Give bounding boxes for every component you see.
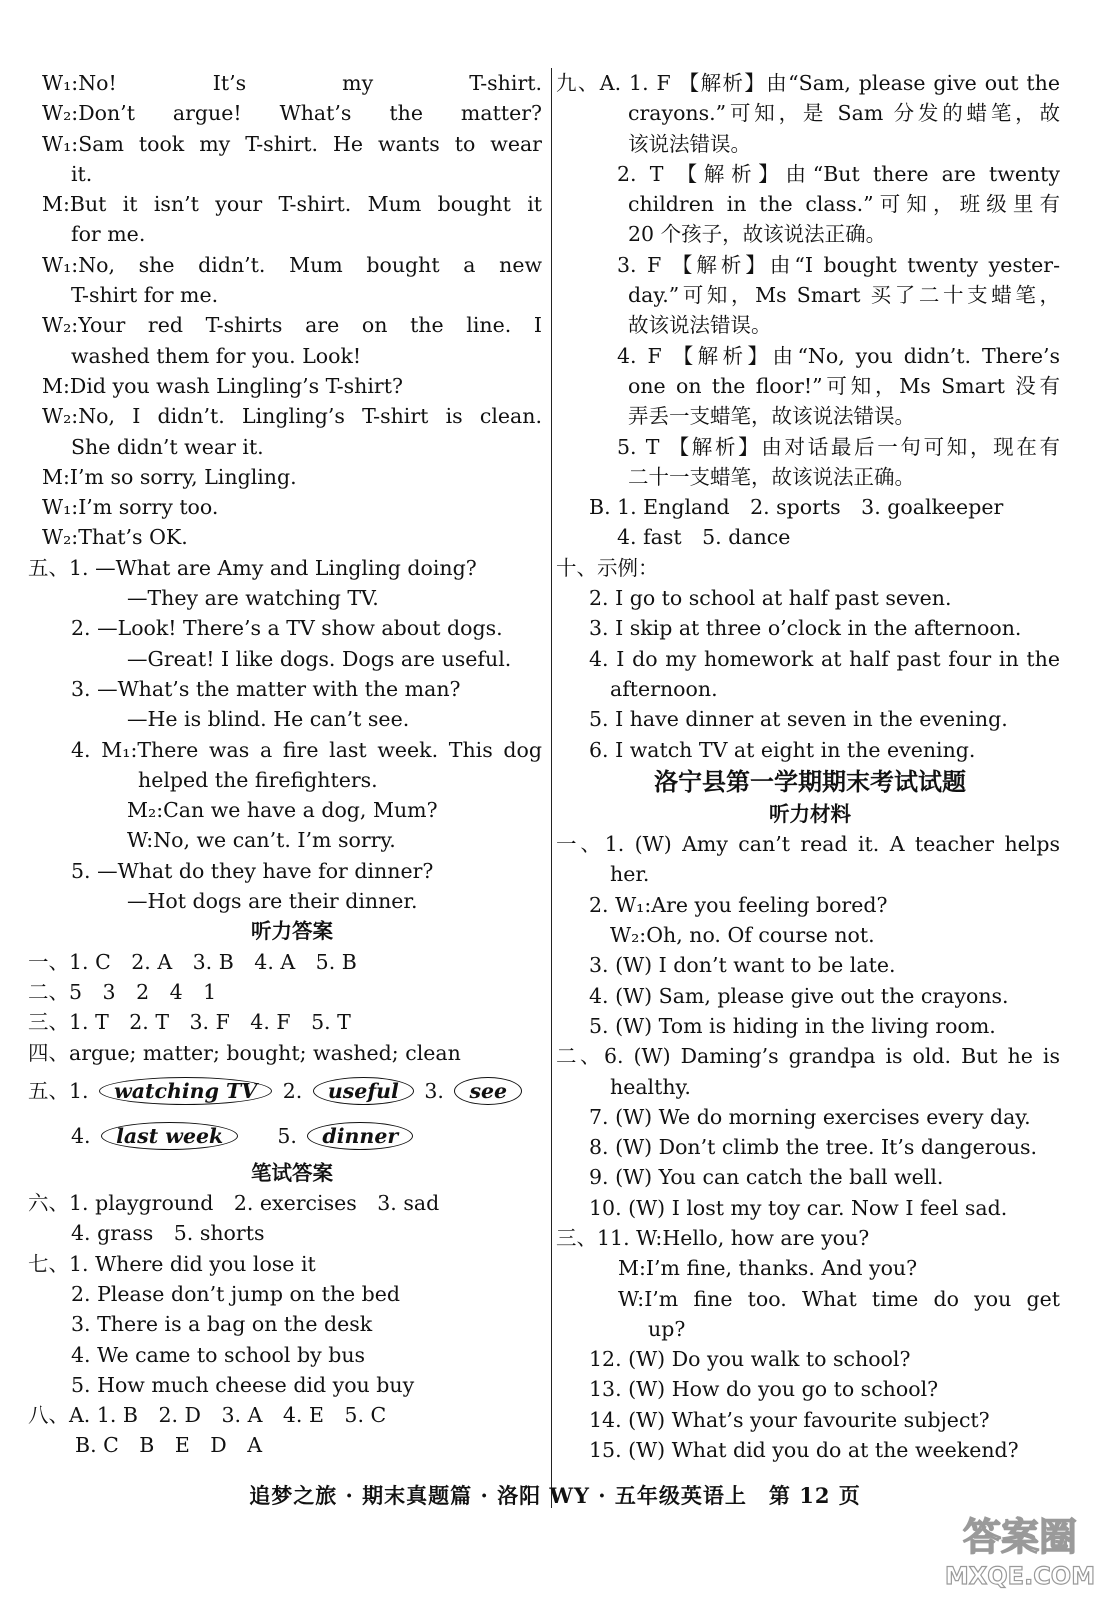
section-ten-line: 4. I do my homework at half past four in the (589, 646, 1060, 671)
exam-title: 洛宁县第一学期期末考试试题 (654, 766, 966, 796)
item-number: 4. (71, 1123, 91, 1148)
answer-line: 八、A. 1. B 2. D 3. A 4. E 5. C (28, 1403, 387, 1428)
section-five-line: —Hot dogs are their dinner. (127, 889, 418, 914)
section-nine-line: 4. F 【解析】由“No, you didn’t. There’s (617, 343, 1060, 368)
section-nine-line: 5. T 【解析】由对话最后一句可知，现在有 (617, 434, 1060, 459)
circled-word: dinner (307, 1122, 413, 1150)
watermark-logo (940, 1504, 1100, 1594)
listening-line: 14. (W) What’s your favourite subject? (589, 1407, 990, 1432)
listening-line: 三、11. W:Hello, how are you? (556, 1225, 870, 1250)
answer-line: 3. There is a bag on the desk (71, 1312, 373, 1337)
answer-line: 一、1. C 2. A 3. B 4. A 5. B (28, 949, 357, 974)
dialog-line: W₁:Sam took my T-shirt. He wants to wear (42, 131, 542, 156)
listening-line: 12. (W) Do you walk to school? (589, 1347, 911, 1372)
section-nine-line: crayons.”可知，是 Sam 分发的蜡笔，故 (628, 101, 1060, 126)
section-nine-line: 3. F 【解析】由“I bought twenty yester- (617, 252, 1060, 277)
listening-line: 15. (W) What did you do at the weekend? (589, 1438, 1019, 1463)
left-column (28, 68, 542, 1461)
answer-line: 三、1. T 2. T 3. F 4. F 5. T (28, 1010, 351, 1035)
section-ten-line: 3. I skip at three o’clock in the afternoon. (589, 616, 1022, 641)
section-five-line: 4. M₁:There was a fire last week. This dog (71, 737, 542, 762)
dialog-line: W₂:No, I didn’t. Lingling’s T-shirt is clean. (42, 404, 542, 429)
page-footer: 追梦之旅 · 期末真题篇 · 洛阳 WY · 五年级英语上 第 12 页 (249, 1483, 861, 1508)
section-nine-line: 20 个孩子，故该说法正确。 (628, 222, 887, 247)
answer-line: 4. grass 5. shorts (71, 1221, 265, 1246)
listening-line: 13. (W) How do you go to school? (589, 1377, 939, 1402)
dialog-line: W₁:No, she didn’t. Mum bought a new (42, 252, 542, 277)
section-nine-line: children in the class.”可知，班级里有 (628, 192, 1060, 217)
section-nine-line: 2. T 【解析】由“But there are twenty (617, 161, 1060, 186)
listening-line: 7. (W) We do morning exercises every day. (589, 1104, 1031, 1129)
section-five-line: M₂:Can we have a dog, Mum? (127, 798, 438, 823)
listening-line: M:I’m fine, thanks. And you? (618, 1256, 918, 1281)
five-prefix: 五、1. (28, 1078, 89, 1103)
section-nine-line: day.”可知，Ms Smart 买了二十支蜡笔， (628, 283, 1060, 308)
section-nine-line: one on the floor!”可知，Ms Smart 没有 (628, 373, 1060, 398)
answer-line: 2. Please don’t jump on the bed (71, 1281, 401, 1306)
answer-line: 四、argue; matter; bought; washed; clean (28, 1040, 461, 1065)
written-answers-title: 笔试答案 (251, 1160, 333, 1185)
dialog-line: T-shirt for me. (71, 283, 219, 308)
answer-line: 二、5 3 2 4 1 (28, 979, 217, 1004)
listening-line: W₂:Oh, no. Of course not. (610, 923, 875, 948)
circled-answers-row-2 (42, 1114, 542, 1158)
listening-line: up? (648, 1316, 686, 1341)
section-nine-line: 该说法错误。 (628, 131, 751, 156)
section-nine-line: 九、A. 1. F 【解析】由“Sam, please give out the (556, 71, 1060, 95)
answer-line: B. C B E D A (75, 1433, 263, 1458)
dialog-line: for me. (71, 222, 146, 247)
answer-line: 七、1. Where did you lose it (28, 1251, 316, 1276)
section-ten-line: 2. I go to school at half past seven. (589, 586, 952, 611)
answer-line: 六、1. playground 2. exercises 3. sad (28, 1191, 440, 1216)
section-ten-line: afternoon. (610, 676, 718, 701)
dialog-line: it. (71, 161, 93, 186)
right-column (556, 68, 1060, 1465)
section-nine-line: B. 1. England 2. sports 3. goalkeeper (589, 495, 1004, 520)
dialog-line: W₂:Your red T-shirts are on the line. I (42, 313, 542, 338)
listening-line: 8. (W) Don’t climb the tree. It’s dangerous. (589, 1135, 1038, 1160)
listening-line: 9. (W) You can catch the ball well. (589, 1165, 944, 1190)
section-ten-line: 十、示例： (556, 555, 659, 580)
circled-word: see (454, 1077, 522, 1105)
section-nine-line: 故该说法错误。 (628, 313, 772, 338)
item-number: 5. (277, 1123, 297, 1148)
dialog-line: W₁:I’m sorry too. (42, 495, 219, 520)
item-number: 3. (424, 1078, 444, 1103)
dialog-line: She didn’t wear it. (71, 434, 264, 459)
listening-line: 2. W₁:Are you feeling bored? (589, 892, 888, 917)
circled-word: useful (313, 1077, 414, 1105)
dialog-line: M:Did you wash Lingling’s T-shirt? (42, 373, 403, 398)
dialog-line: W₂:That’s OK. (42, 525, 188, 550)
listening-line: 10. (W) I lost my toy car. Now I feel sad. (589, 1195, 1008, 1220)
listening-line: 一、1. (W) Amy can’t read it. A teacher helps (556, 832, 1060, 857)
section-nine-line: 二十一支蜡笔，故该说法正确。 (628, 464, 915, 489)
answer-line: 5. How much cheese did you buy (71, 1372, 415, 1397)
listening-material-title: 听力材料 (769, 801, 851, 826)
section-five-line: 2. —Look! There’s a TV show about dogs. (71, 616, 503, 641)
section-five-line: 五、1. —What are Amy and Lingling doing? (28, 555, 477, 580)
circled-word: last week (101, 1122, 238, 1150)
section-five-line: —Great! I like dogs. Dogs are useful. (127, 646, 512, 671)
answer-line: 4. We came to school by bus (71, 1342, 366, 1367)
section-five-line: 5. —What do they have for dinner? (71, 858, 434, 883)
watermark-url: MXQE.COM (944, 1562, 1096, 1590)
listening-line: her. (610, 862, 650, 887)
section-five-line: W:No, we can’t. I’m sorry. (127, 828, 396, 853)
circled-answers-row-1 (28, 1068, 542, 1114)
dialog-line: W₁:No! It’s my T-shirt. (42, 71, 542, 95)
dialog-line: W₂:Don’t argue! What’s the matter? (42, 101, 542, 126)
section-five-line: 3. —What’s the matter with the man? (71, 676, 461, 701)
listening-answers-title: 听力答案 (251, 919, 333, 944)
dialog-line: M:I’m so sorry, Lingling. (42, 464, 297, 489)
section-five-line: —They are watching TV. (127, 586, 379, 611)
listening-line: 二、6. (W) Daming’s grandpa is old. But he is (556, 1044, 1060, 1069)
section-ten-line: 6. I watch TV at eight in the evening. (589, 737, 976, 762)
section-nine-line: 4. fast 5. dance (617, 525, 791, 550)
section-five-line: helped the firefighters. (138, 767, 378, 792)
column-divider (551, 68, 552, 1508)
section-ten-line: 5. I have dinner at seven in the evening. (589, 707, 1008, 732)
listening-line: healthy. (610, 1074, 691, 1099)
circled-word: watching TV (99, 1077, 272, 1105)
dialog-line: washed them for you. Look! (71, 343, 362, 368)
section-nine-line: 弄丢一支蜡笔，故该说法错误。 (628, 404, 915, 429)
dialog-line: M:But it isn’t your T-shirt. Mum bought it (42, 192, 542, 217)
listening-line: 4. (W) Sam, please give out the crayons. (589, 983, 1009, 1008)
watermark-text: 答案圈 (962, 1515, 1078, 1559)
listening-line: 3. (W) I don’t want to be late. (589, 953, 896, 978)
listening-line: W:I’m fine too. What time do you get (618, 1286, 1060, 1311)
listening-line: 5. (W) Tom is hiding in the living room. (589, 1013, 996, 1038)
item-number: 2. (282, 1078, 303, 1103)
section-five-line: —He is blind. He can’t see. (127, 707, 410, 732)
